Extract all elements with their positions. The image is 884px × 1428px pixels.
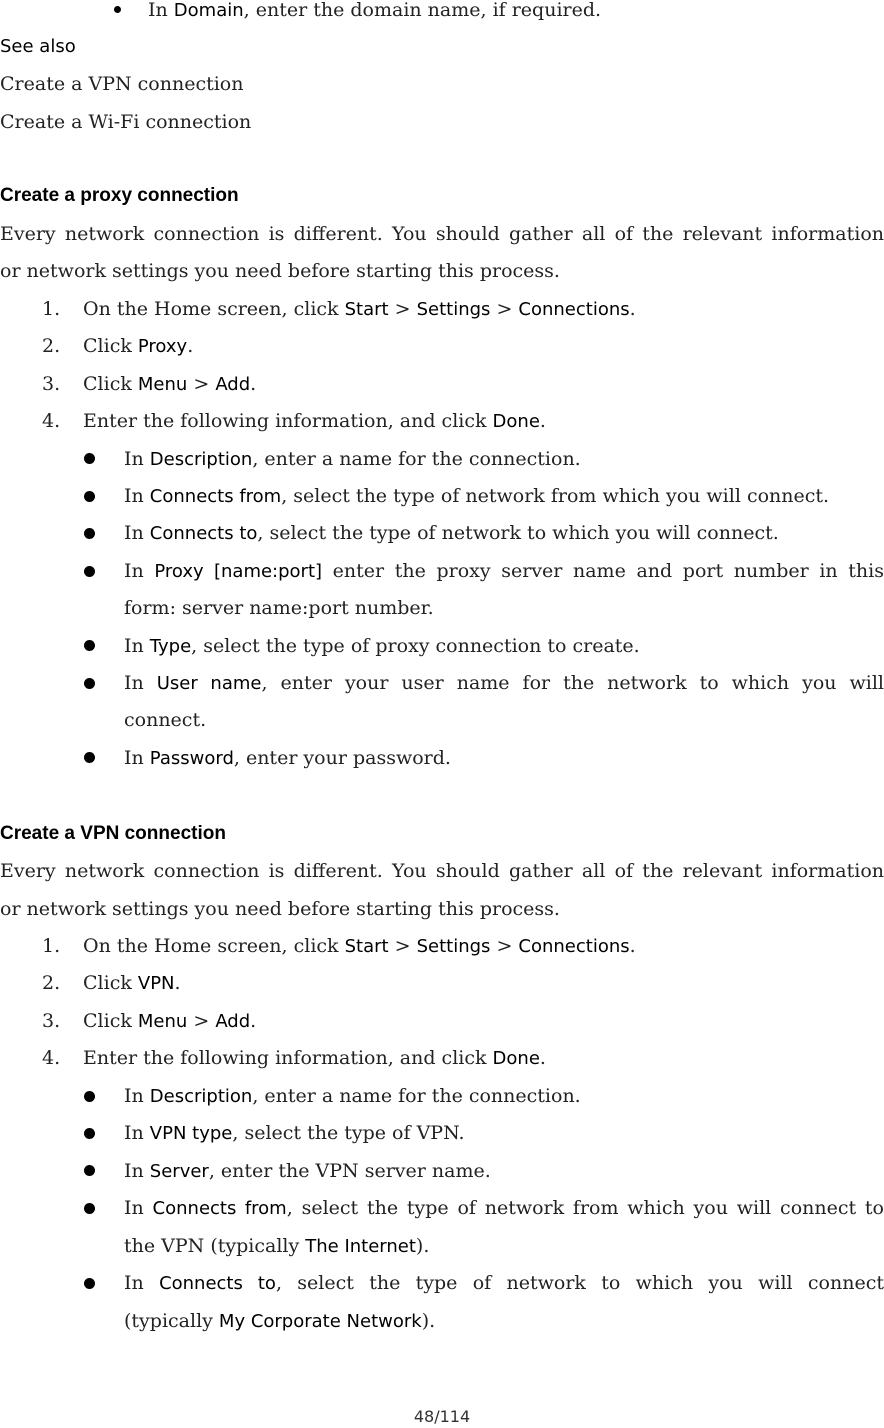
- vpn-step-1: On the Home screen, click Start > Settings > Connections.: [83, 935, 636, 957]
- link-create-vpn[interactable]: Create a VPN connection: [0, 73, 244, 95]
- proxy-item-proxy-name-port: In Proxy [name:port] enter the proxy server name and port number in this: [124, 560, 884, 582]
- bullet-icon: [84, 566, 95, 577]
- proxy-step-2: Click Proxy.: [83, 335, 194, 357]
- see-also-label: See also: [0, 36, 76, 57]
- bullet-icon: [84, 1165, 95, 1176]
- link-create-wifi[interactable]: Create a Wi-Fi connection: [0, 111, 252, 133]
- bullet-icon: [84, 640, 95, 651]
- vpn-item-server: In Server, enter the VPN server name.: [124, 1160, 491, 1182]
- vpn-step-num-2: 2.: [42, 972, 61, 994]
- vpn-intro-line2: or network settings you need before starting this process.: [0, 898, 560, 920]
- bullet-icon: [84, 678, 95, 689]
- bullet-icon: [84, 453, 95, 464]
- proxy-item-connects-from: In Connects from, select the type of network from which you will connect.: [124, 485, 830, 507]
- proxy-step-4: Enter the following information, and click Done.: [83, 410, 546, 432]
- domain-item: In Domain, enter the domain name, if required.: [148, 0, 602, 21]
- bullet-icon: [84, 752, 95, 763]
- bullet-icon: [84, 491, 95, 502]
- vpn-step-3: Click Menu > Add.: [83, 1010, 257, 1032]
- proxy-item-type: In Type, select the type of proxy connection to create.: [124, 635, 640, 657]
- proxy-item-description: In Description, enter a name for the connection.: [124, 448, 581, 470]
- bullet-icon: [84, 1128, 95, 1139]
- proxy-item-connects-to: In Connects to, select the type of network to which you will connect.: [124, 522, 779, 544]
- page-number: 48/114: [413, 1407, 471, 1426]
- vpn-item-connects-to: In Connects to, select the type of network to which you will connect: [124, 1272, 884, 1294]
- bullet-icon: [84, 1278, 95, 1289]
- proxy-item-proxy-name-port-cont: form: server name:port number.: [124, 597, 434, 619]
- proxy-step-3: Click Menu > Add.: [83, 373, 257, 395]
- vpn-item-connects-from-cont: the VPN (typically The Internet).: [124, 1235, 430, 1257]
- vpn-step-4: Enter the following information, and click Done.: [83, 1047, 546, 1069]
- bullet-icon: [84, 528, 95, 539]
- proxy-step-num-3: 3.: [42, 373, 61, 395]
- vpn-step-num-3: 3.: [42, 1010, 61, 1032]
- proxy-item-password: In Password, enter your password.: [124, 747, 451, 769]
- vpn-intro-line1: Every network connection is different. You should gather all of the relevant information: [0, 860, 884, 882]
- proxy-step-num-1: 1.: [42, 298, 61, 320]
- proxy-step-num-2: 2.: [42, 335, 61, 357]
- vpn-step-num-1: 1.: [42, 935, 61, 957]
- proxy-step-num-4: 4.: [42, 410, 61, 432]
- proxy-intro-line2: or network settings you need before starting this process.: [0, 260, 560, 282]
- vpn-item-connects-from: In Connects from, select the type of network from which you will connect to: [124, 1197, 884, 1219]
- bullet-icon: [84, 1091, 95, 1102]
- proxy-intro-line1: Every network connection is different. You should gather all of the relevant information: [0, 223, 884, 245]
- bullet-icon: [84, 1203, 95, 1214]
- proxy-section-title: Create a proxy connection: [0, 185, 239, 206]
- proxy-item-user-name: In User name, enter your user name for the network to which you will: [124, 672, 884, 694]
- bullet-icon: [114, 6, 121, 13]
- vpn-item-vpn-type: In VPN type, select the type of VPN.: [124, 1122, 465, 1144]
- vpn-step-num-4: 4.: [42, 1047, 61, 1069]
- vpn-item-connects-to-cont: (typically My Corporate Network).: [124, 1310, 436, 1332]
- vpn-section-title: Create a VPN connection: [0, 823, 226, 844]
- proxy-step-1: On the Home screen, click Start > Settings > Connections.: [83, 298, 636, 320]
- proxy-item-user-name-cont: connect.: [124, 709, 207, 731]
- vpn-step-2: Click VPN.: [83, 972, 181, 994]
- vpn-item-description: In Description, enter a name for the connection.: [124, 1085, 581, 1107]
